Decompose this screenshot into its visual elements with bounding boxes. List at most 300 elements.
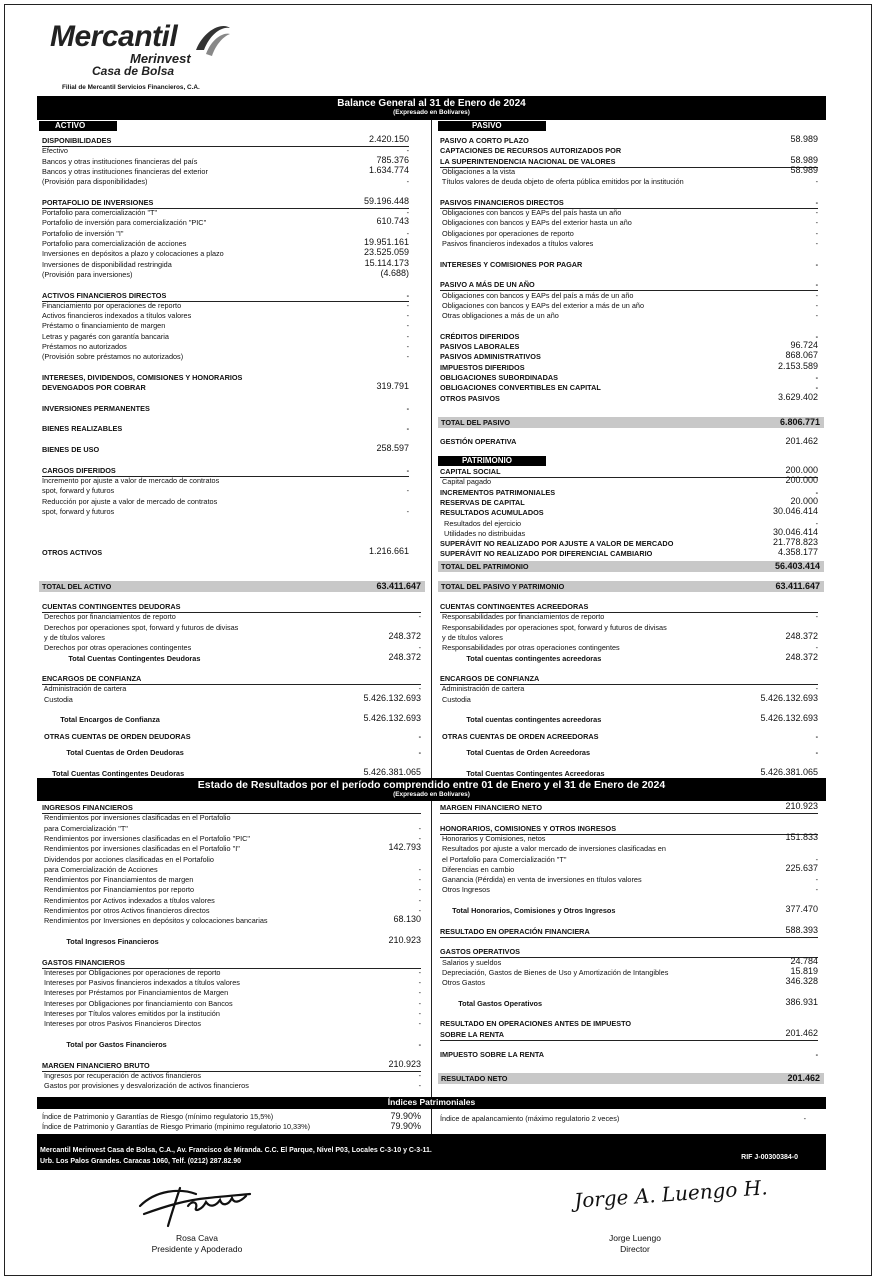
row-value: - [418,1019,421,1029]
row-value: 258.597 [376,443,409,453]
total-pasivo-patrimonio-row [438,581,824,592]
row-value: - [418,731,421,741]
row-label: DEVENGADOS POR COBRAR [42,383,146,393]
row-label: Reducción por ajuste a valor de mercado de contratos [42,496,218,506]
ledger-row [42,247,409,260]
row-value: 386.931 [785,996,818,1007]
row-value: 4.358.177 [777,547,818,558]
row-value: 200.000 [785,465,818,475]
row-value: 58.989 [790,154,818,165]
row-value: - [418,906,421,915]
ledger-row [42,292,409,302]
row-label: Intereses por Préstamos por Financiamientos de Margen [42,988,229,998]
ledger-row [440,1027,818,1041]
row-label: HONORARIOS, COMISIONES Y OTROS INGRESOS [440,823,617,833]
row-label: Otras obligaciones a más de un año [440,311,559,321]
ledger-row [440,312,818,322]
row-label: Inversiones en depósitos a plazo y colocaciones a plazo [42,249,224,259]
row-label: Total cuentas contingentes acreedoras [440,715,602,725]
ledger-row [42,508,409,518]
ledger-row [42,886,421,896]
row-label: SUPERÁVIT NO REALIZADO POR AJUSTE A VALOR DE MERCADO [440,539,674,549]
row-value: 610.743 [376,216,409,227]
ledger-row [440,948,818,958]
row-value: 248.372 [785,651,818,662]
row-value: 588.393 [785,924,818,935]
ledger-row [42,959,421,969]
row-label: Total Cuentas de Orden Deudoras [42,748,184,758]
ledger-row [42,713,421,726]
total-patrimonio-row [438,561,824,572]
row-label: Derechos por otras operaciones contingentes [42,643,192,653]
row-value: - [406,228,409,238]
row-label: GASTOS FINANCIEROS [42,957,125,967]
row-value: 210.923 [785,801,818,811]
row-value: - [815,854,818,864]
row-label: Total Ingresos Financieros [42,936,159,946]
row-value: 5.426.132.693 [363,692,421,703]
row-value: - [406,321,409,331]
row-value: 201.462 [785,1027,818,1038]
row-label: INTERESES Y COMISIONES POR PAGAR [440,259,583,269]
signature-block-1 [122,1233,272,1255]
row-label: MARGEN FINANCIERO BRUTO [42,1060,150,1070]
row-value: 30.046.414 [772,526,818,537]
ledger-row [440,520,818,530]
ledger-row [440,350,818,363]
resultados-title-bar [37,778,826,801]
row-label: Total Cuentas de Orden Acreedoras [440,748,591,758]
row-label: CUENTAS CONTINGENTES DEUDORAS [42,602,181,611]
ledger-row [440,547,818,560]
row-value: - [815,208,818,218]
row-value: 210.923 [388,1058,421,1069]
total-activo-row [39,581,425,592]
row-value: - [406,208,409,218]
ledger-row [440,613,818,623]
row-value: 68.130 [393,914,421,925]
row-label: OTRAS CUENTAS DE ORDEN ACREEDORAS [440,731,599,741]
row-label: Portafolio para comercialización "T" [42,208,158,218]
logo-line3: Casa de Bolsa [92,64,175,78]
row-value: - [406,146,409,156]
row-value: 1.216.661 [368,546,409,556]
row-value: - [418,684,421,694]
row-value: 785.376 [376,154,409,165]
ledger-row [440,713,818,726]
row-value: - [815,239,818,248]
row-label: Portafolio para comercialización de acciones [42,239,187,248]
row-value: - [815,383,818,393]
row-value: - [815,218,818,228]
column-divider [431,1109,432,1134]
ledger-row [42,267,409,281]
ledger-row [440,281,818,291]
row-value: - [406,300,409,310]
ledger-row [42,613,421,623]
row-label: Bancos y otras instituciones financieras del país [42,156,198,166]
row-label: Efectivo [42,146,68,156]
ledger-row [42,487,409,497]
row-value: 58.989 [790,134,818,144]
row-label: Letras y pagarés con garantía bancaria [42,331,169,341]
ledger-row [42,842,421,855]
total-activo-label: TOTAL DEL ACTIVO [42,582,112,591]
row-value: - [815,177,818,187]
row-label: OTROS PASIVOS [440,393,500,403]
row-value: - [418,833,421,843]
ledger-row [440,996,818,1010]
row-value: - [815,290,818,300]
row-label: CUENTAS CONTINGENTES ACREEDORAS [440,602,589,611]
signature-rosa-cava-icon [136,1180,256,1230]
indice-row [42,1123,421,1133]
row-label: Capital pagado [440,477,492,487]
indice-apalancamiento-label: Índice de apalancamiento (máximo regulatorio 2 veces) [440,1114,620,1123]
row-label: Ingresos por recuperación de activos financieros [42,1070,201,1080]
row-value: 200.000 [785,475,818,486]
row-label: spot, forward y futuros [42,506,115,516]
row-value: - [406,465,409,475]
ledger-row [440,1051,818,1061]
row-value: - [418,895,421,905]
ledger-row [440,147,818,157]
ledger-row [440,261,818,271]
total-patrimonio-value: 56.403.414 [774,561,820,571]
resultados-subtitle: (Expresado en Bolívares) [393,790,470,798]
signature-jorge-luengo: Jorge A. Luengo H. [573,1175,769,1213]
indice-apalancamiento-row [440,1115,806,1125]
row-label: Custodia [42,694,73,704]
mercantil-logo [50,18,235,80]
ledger-row [42,353,409,363]
ledger-row [440,965,818,979]
row-label: Pasivos financieros indexados a títulos valores [440,239,594,248]
ledger-row [440,845,818,855]
footer-rif: RIF J-00300384-0 [741,1154,798,1161]
ledger-row [42,381,409,394]
row-label: CRÉDITOS DIFERIDOS [440,331,520,341]
row-value: - [406,177,409,187]
ledger-row [42,178,409,188]
row-label: RESULTADOS ACUMULADOS [440,508,544,518]
row-label: el Portafolio para Comercialización "T" [440,854,567,864]
row-label: Resultados por ajuste a valor mercado de inversiones clasificadas en [440,844,666,854]
gestion-operativa-value: 201.462 [785,436,818,446]
total-patrimonio-label: TOTAL DEL PATRIMONIO [441,562,529,571]
row-label: Dividendos por acciones clasificadas en el Portafolio [42,854,214,864]
row-value: - [815,372,818,382]
row-value: 346.328 [785,976,818,987]
row-label: Rendimientos por inversiones clasificadas en el Portafolio "PIC" [42,833,250,843]
row-label: (Provisión para disponibilidades) [42,177,148,187]
row-value: 3.629.402 [777,391,818,402]
ledger-row [42,546,409,559]
row-label: LA SUPERINTENDENCIA NACIONAL DE VALORES [440,156,616,166]
row-label: Rendimientos por Financiamientos por reporto [42,885,195,895]
ledger-row [440,976,818,989]
ledger-row [440,651,818,665]
row-label: Total Cuentas Contingentes Deudoras [42,653,201,663]
ledger-row [42,856,421,866]
row-label: PASIVOS FINANCIEROS DIRECTOS [440,197,564,207]
ledger-row [42,733,421,743]
ledger-row [42,989,421,999]
row-label: Derechos por operaciones spot, forward y futuros de divisas [42,622,239,632]
row-label: Resultados del ejercicio [440,518,522,528]
row-value: - [418,1009,421,1018]
resultado-neto-value: 201.462 [787,1073,820,1083]
ledger-row [440,178,818,188]
ledger-row [42,443,409,456]
row-label: y de títulos valores [42,632,105,642]
balance-title: Balance General al 31 de Enero de 2024 [337,98,526,109]
row-label: Rendimientos por inversiones clasificadas en el Portafolio [42,813,231,823]
row-value: 5.426.132.693 [363,713,421,724]
row-label: Total por Gastos Financieros [42,1039,167,1049]
ledger-row [440,801,818,814]
row-label: Honorarios y Comisiones, netos [440,833,546,843]
row-label: INVERSIONES PERMANENTES [42,403,150,413]
indice-label: Índice de Patrimonio y Garantías de Riesgo (mínimo regulatorio 15,5%) [42,1112,274,1121]
row-label: CARGOS DIFERIDOS [42,465,116,475]
row-label: Total Gastos Operativos [440,998,543,1008]
column-divider [431,120,432,778]
activo-header: ACTIVO [39,121,117,131]
row-value: - [815,731,818,741]
ledger-row [42,405,409,415]
row-value: - [418,1081,421,1091]
signer-name: Rosa Cava [175,1233,219,1243]
total-pasivo-patrimonio-value: 63.411.647 [775,581,820,591]
row-label: Total Cuentas Contingentes Acreedoras [440,768,605,778]
row-value: 248.372 [388,630,421,641]
ledger-row [440,904,818,917]
row-label: Rendimientos por inversiones clasificadas en el Portafolio "I" [42,844,240,854]
row-label: Salarios y sueldos [440,957,502,967]
row-value: 2.153.589 [777,360,818,371]
row-label: Intereses por Obligaciones por financiamiento con Bancos [42,998,233,1008]
ledger-row [440,886,818,896]
row-label: Total Encargos de Confianza [42,715,160,725]
row-label: Responsabilidades por financiamientos de reporto [440,612,605,622]
row-label: (Provisión sobre préstamos no autorizados) [42,352,184,362]
logo-brand: Mercantil [50,20,178,53]
row-value: (4.688) [380,267,409,278]
indice-value: 79.90% [390,1111,421,1121]
resultado-neto-label: RESULTADO NETO [441,1074,508,1083]
row-value: - [418,998,421,1008]
row-label: Financiamiento por operaciones de reporto [42,300,182,310]
row-label: Préstamo o financiamiento de margen [42,321,166,331]
row-label: Obligaciones con bancos y EAPs del país hasta un año [440,208,622,218]
row-label: ENCARGOS DE CONFIANZA [42,674,142,684]
ledger-row [440,856,818,866]
indices-title-bar: Índices Patrimoniales [37,1097,826,1109]
row-value: 96.724 [790,340,818,350]
ledger-row [440,384,818,394]
row-label: Portafolio de inversión para comercialización "PIC" [42,218,207,228]
row-value: 5.426.132.693 [760,713,818,724]
row-label: OTRAS CUENTAS DE ORDEN DEUDORAS [42,731,191,741]
column-divider [431,801,432,1097]
balance-subtitle: (Expresado en Bolívares) [393,109,470,116]
row-label: Activos financieros indexados a títulos valores [42,311,192,321]
row-label: Portafolio de inversión "I" [42,228,124,238]
row-value: - [815,748,818,758]
row-label: IMPUESTO SOBRE LA RENTA [440,1050,545,1060]
row-label: para Comercialización "T" [42,823,128,833]
row-value: 21.778.823 [772,537,818,548]
row-value: 58.989 [790,164,818,175]
row-value: - [815,311,818,321]
indice-value: 79.90% [390,1121,421,1131]
row-label: RESERVAS DE CAPITAL [440,497,525,507]
row-value: 1.634.774 [368,164,409,175]
ledger-row [42,651,421,665]
filial-text: Filial de Mercantil Servicios Financieros, C.A. [62,84,200,91]
row-label: Administración de cartera [42,684,127,694]
row-value: - [815,487,818,497]
row-value: - [815,228,818,238]
row-label: OBLIGACIONES SUBORDINADAS [440,372,558,382]
row-label: PASIVOS LABORALES [440,342,520,351]
row-label: BIENES DE USO [42,445,100,454]
row-label: para Comercialización de Acciones [42,864,158,874]
row-label: Responsabilidades por otras operaciones contingentes [440,643,620,653]
row-value: - [418,612,421,622]
row-value: - [418,1070,421,1080]
ledger-row [42,322,409,332]
logo-swoosh-icon [192,20,232,60]
row-label: Obligaciones a la vista [440,166,516,176]
row-label: Rendimientos por Activos indexados a títulos valores [42,895,215,905]
ledger-row [440,292,818,302]
footer-address-line1: Mercantil Merinvest Casa de Bolsa, C.A., Av. Francisco de Miranda. C.C. El Parque, Nivel P03, Locales C-3-10 y C-3-11. [40,1147,432,1154]
row-value: - [815,259,818,269]
row-value: - [406,352,409,362]
row-value: - [418,823,421,833]
row-value: 5.426.381.065 [760,766,818,777]
row-label: Utilidades no distribuidas [440,528,526,538]
row-value: 59.196.448 [363,195,409,206]
row-value: - [418,643,421,653]
row-value: 19.951.161 [363,237,409,247]
gestion-operativa-row [440,438,818,448]
row-label: Títulos valores de deuda objeto de oferta pública emitidos por la institución [440,177,684,187]
pasivo-header: PASIVO [438,121,546,131]
row-label: INCREMENTOS PATRIMONIALES [440,487,556,497]
row-label: PASIVOS ADMINISTRATIVOS [440,352,541,362]
row-label: Responsabilidades por operaciones spot, forward y futuros de divisas [440,622,667,632]
row-value: 248.372 [785,630,818,641]
resultado-neto-row [438,1073,824,1084]
row-label: OBLIGACIONES CONVERTIBLES EN CAPITAL [440,383,601,393]
ledger-row [42,1082,421,1092]
row-value: 15.819 [790,965,818,976]
row-label: Incremento por ajuste a valor de mercado de contratos [42,475,220,485]
total-pasivo-value: 6.806.771 [779,417,820,427]
row-value: - [418,875,421,885]
signer-role: Director [620,1244,650,1254]
row-label: Custodia [440,694,471,704]
ledger-row [42,147,409,157]
ledger-row [440,391,818,405]
row-label: OTROS ACTIVOS [42,548,103,557]
row-label: Inversiones de disponibilidad restringida [42,259,172,269]
row-label: Ganancia (Pérdida) en venta de inversiones en títulos valores [440,875,642,885]
row-label: Intereses por Pasivos financieros indexados a títulos valores [42,978,240,988]
row-label: (Provisión para inversiones) [42,269,133,279]
row-value: - [418,864,421,874]
row-label: Otros Ingresos [440,885,490,895]
row-value: - [418,885,421,895]
row-value: 868.067 [785,350,818,361]
row-value: - [815,331,818,341]
indice-apalancamiento-value: - [803,1114,806,1123]
row-label: RESULTADO EN OPERACIONES ANTES DE IMPUESTO [440,1019,632,1029]
row-value: - [815,1050,818,1060]
row-value: - [418,967,421,977]
row-label: spot, forward y futuros [42,486,115,496]
row-value: - [418,978,421,988]
ledger-row [42,914,421,927]
signer-name: Jorge Luengo [609,1233,661,1243]
row-value: - [815,643,818,653]
row-value: - [406,311,409,321]
row-label: RESULTADO EN OPERACIÓN FINANCIERA [440,926,590,936]
row-value: 24.784 [790,955,818,966]
row-value: - [406,486,409,496]
row-value: - [815,280,818,290]
row-value: - [406,424,409,434]
row-value: 319.791 [376,381,409,392]
row-value: 5.426.132.693 [760,692,818,703]
total-pasivo-label: TOTAL DEL PASIVO [441,418,511,427]
row-label: CAPITAL SOCIAL [440,467,501,476]
row-label: MARGEN FINANCIERO NETO [440,803,543,812]
row-value: - [815,875,818,885]
row-label: Obligaciones con bancos y EAPs del exterior hasta un año [440,218,632,228]
row-label: PASIVO A MÁS DE UN AÑO [440,280,535,290]
row-value: - [815,684,818,694]
row-label: BIENES REALIZABLES [42,424,123,434]
row-value: - [815,197,818,207]
row-label: GASTOS OPERATIVOS [440,947,521,957]
row-label: Obligaciones por operaciones de reporto [440,228,574,238]
row-label: Total cuentas contingentes acreedoras [440,653,602,663]
row-value: 151.833 [785,831,818,842]
row-label: INTERESES, DIVIDENDOS, COMISIONES Y HONORARIOS [42,372,243,382]
ledger-row [42,934,421,948]
indice-label: Índice de Patrimonio y Garantías de Riesgo Primario (mpinimo regulatorio 10,33%) [42,1122,311,1131]
row-label: Diferencias en cambio [440,864,515,874]
ledger-row [440,475,818,488]
footer-address-line2: Urb. Los Palos Grandes. Caracas 1060, Telf. (0212) 287.82.90 [40,1158,242,1165]
resultados-title: Estado de Resultados por el período comprendido entre 01 de Enero y el 31 de Enero de 2024 [197,779,666,791]
signature-block-2 [560,1233,710,1255]
row-value: 225.637 [785,862,818,873]
row-value: - [406,506,409,516]
row-label: Intereses por otros Pasivos Financieros Directos [42,1019,201,1029]
ledger-row [440,644,818,654]
row-label: Depreciación, Gastos de Bienes de Uso y Amortización de Intangibles [440,967,669,977]
total-pasivo-patrimonio-label: TOTAL DEL PASIVO Y PATRIMONIO [441,582,565,591]
row-label: Intereses por Obligaciones por operaciones de reporto [42,967,221,977]
ledger-row [42,425,409,435]
ledger-row [440,1020,818,1030]
row-label: Obligaciones con bancos y EAPs del exterior a más de un año [440,300,645,310]
